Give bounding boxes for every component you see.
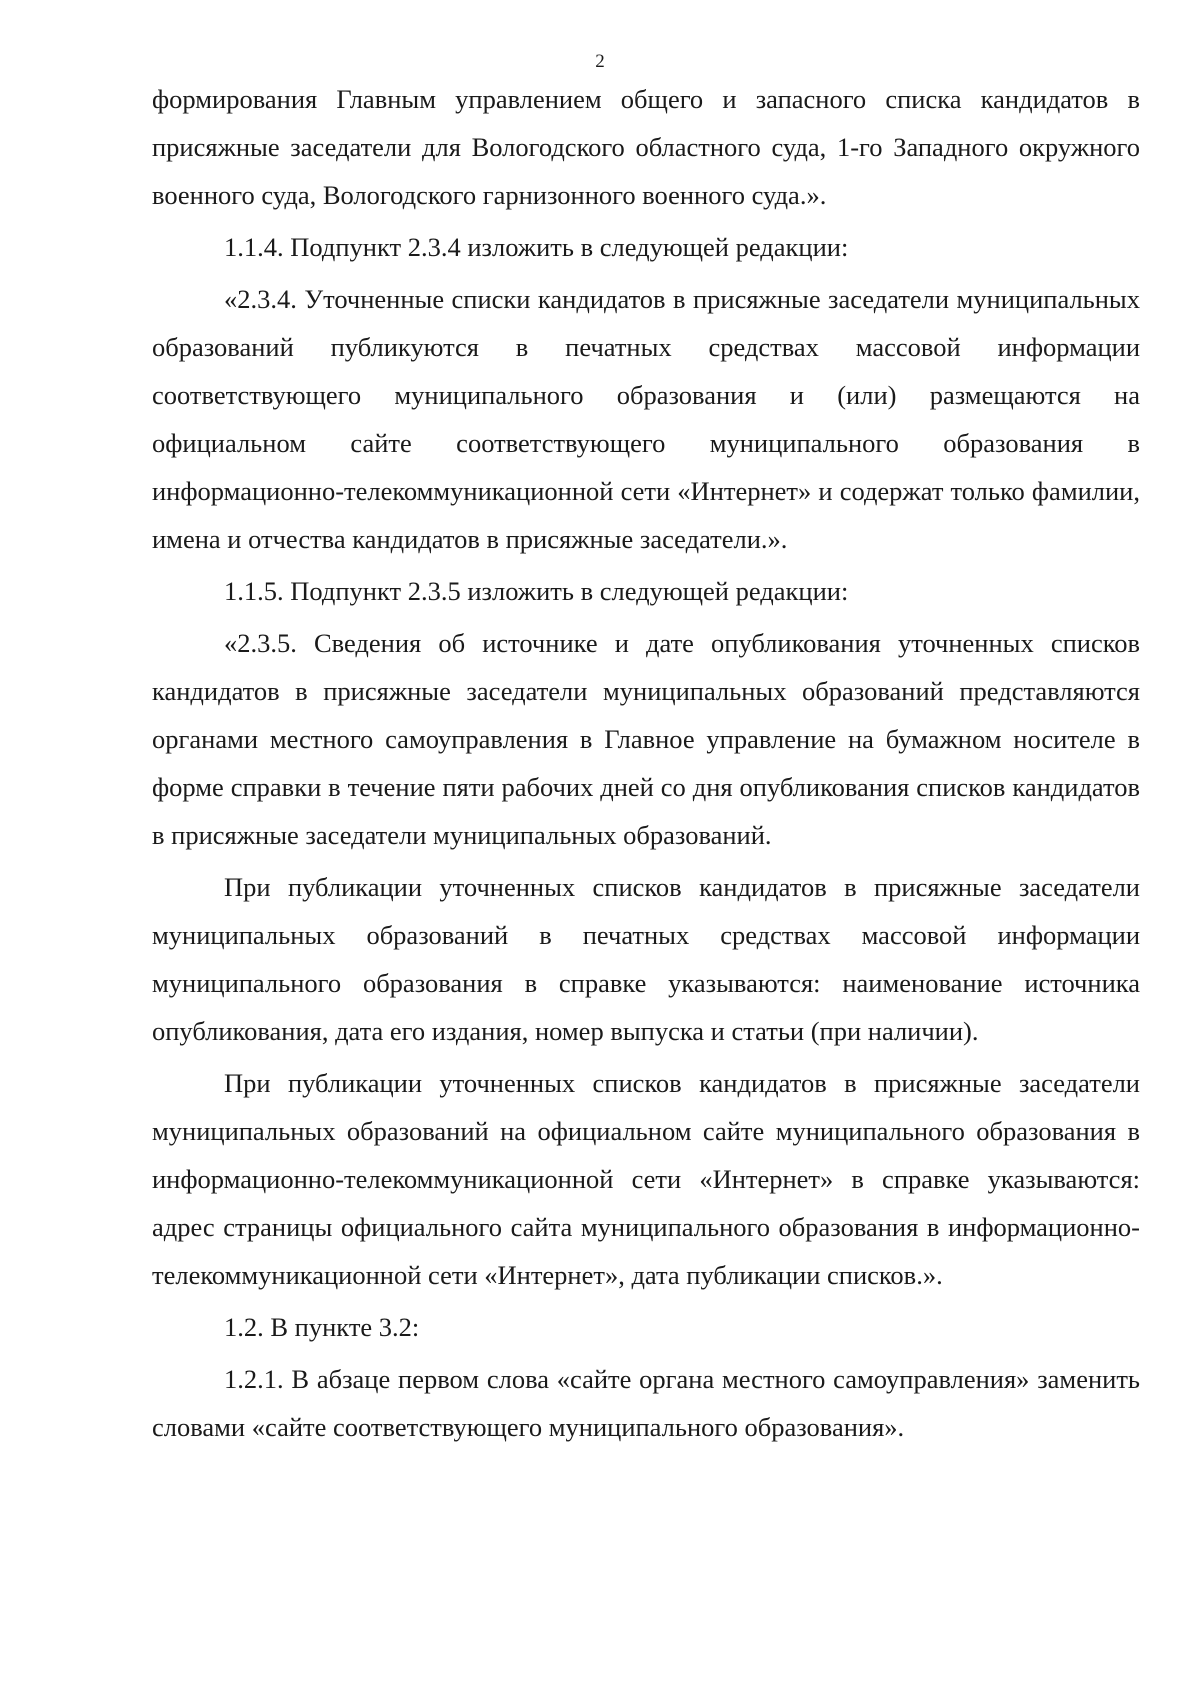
paragraph-print-media: При публикации уточненных списков кандидатов в присяжные заседатели муниципальных образований в печатных средствах массовой информации муниципального образования в справке указываются: наименование источника опубликования, дата его издания, номер выпуска и статьи (при наличии). [152, 872, 1140, 1046]
paragraph-continuation: формирования Главным управлением общего и запасного списка кандидатов в присяжные заседатели для Вологодского областного суда, 1-го Западного окружного военного суда, Вологодского гарнизонного военного суда.». [152, 84, 1140, 210]
page-number: 2 [595, 51, 605, 72]
document-body [152, 75, 1140, 1451]
paragraph-2-3-4-text: «2.3.4. Уточненные списки кандидатов в присяжные заседатели муниципальных образований публикуются в печатных средствах массовой информации соответствующего муниципального образования и (или) размещаются на официальном сайте соответствующего муниципального образования в информационно-телекоммуникационной сети «Интернет» и содержат только фамилии, имена и отчества кандидатов в присяжные заседатели.». [152, 284, 1140, 554]
paragraph-1-1-4: 1.1.4. Подпункт 2.3.4 изложить в следующей редакции: [224, 232, 849, 262]
paragraph-2-3-5-text: «2.3.5. Сведения об источнике и дате опубликования уточненных списков кандидатов в присяжные заседатели муниципальных образований представляются органами местного самоуправления в Главное управление на бумажном носителе в форме справки в течение пяти рабочих дней со дня опубликования списков кандидатов в присяжные заседатели муниципальных образований. [152, 628, 1140, 850]
paragraph-1-2-1: 1.2.1. В абзаце первом слова «сайте органа местного самоуправления» заменить словами «сайте соответствующего муниципального образования». [152, 1364, 1140, 1442]
paragraph-1-1-5: 1.1.5. Подпункт 2.3.5 изложить в следующей редакции: [224, 576, 849, 606]
paragraph-1-2: 1.2. В пункте 3.2: [224, 1312, 420, 1342]
paragraph-official-site: При публикации уточненных списков кандидатов в присяжные заседатели муниципальных образований на официальном сайте муниципального образования в информационно-телекоммуникационной сети «Интернет» в справке указываются: адрес страницы официального сайта муниципального образования в информационно-телекоммуникационной сети «Интернет», дата публикации списков.». [152, 1068, 1140, 1290]
